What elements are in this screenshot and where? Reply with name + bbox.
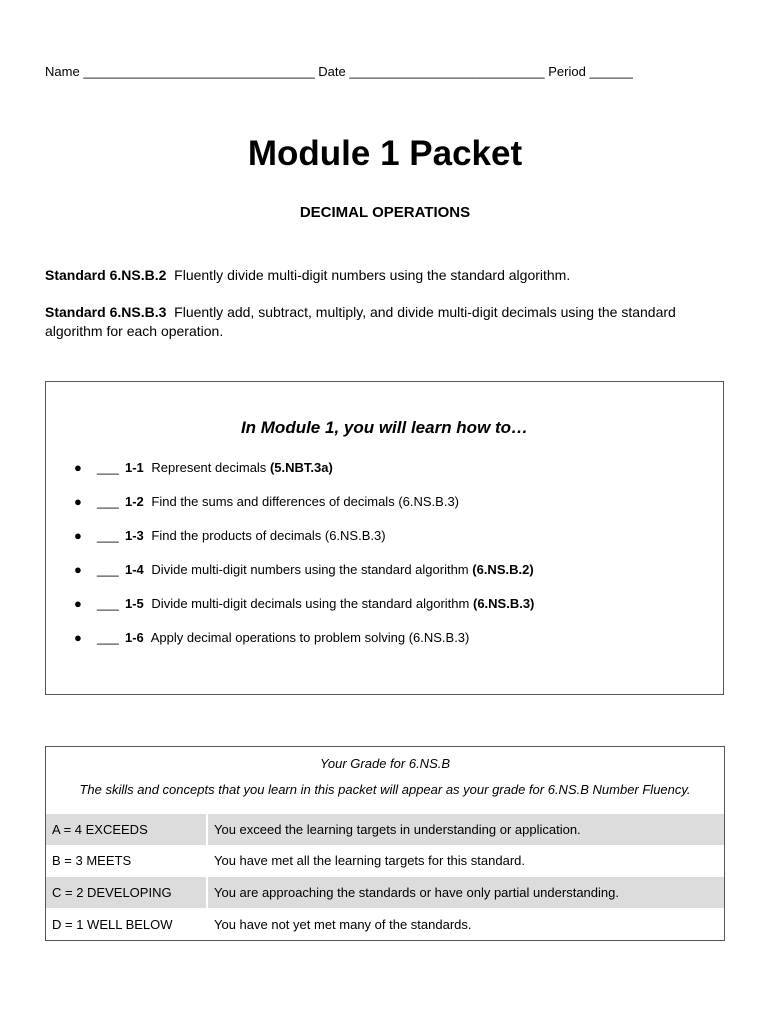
lesson-code: 1-4 [125,562,144,577]
grade-meaning: You exceed the learning targets in understanding or application. [214,822,581,837]
learning-target-item [74,460,333,480]
student-info-line [45,64,725,79]
standard-text: Fluently add, subtract, multiply, and divide multi-digit decimals using the standard algorithm for each operation. [45,304,676,339]
learning-target-item [74,528,386,548]
bullet-icon: ● [74,460,82,475]
bullet-icon: ● [74,596,82,611]
lesson-standard: (6.NS.B.3) [472,596,535,611]
lesson-text: Divide multi-digit numbers using the standard algorithm [151,562,469,577]
period-label: Period [548,64,586,79]
check-blank: ___ [97,596,119,611]
bullet-icon: ● [74,528,82,543]
learning-target-item [74,562,534,582]
lesson-standard: (6.NS.B.2) [472,562,534,577]
grade-meaning: You have not yet met many of the standards. [214,917,472,932]
grade-level: B = 3 MEETS [46,845,208,876]
lesson-standard: (6.NS.B.3) [324,528,386,543]
bullet-icon: ● [74,562,82,577]
grade-row [46,845,724,876]
page-title: Module 1 Packet [247,134,523,173]
name-label: Name [45,64,80,79]
grade-row [46,909,724,940]
lesson-standard: (6.NS.B.3) [398,494,460,509]
standard-code: Standard 6.NS.B.3 [45,304,167,320]
standard-text: Fluently divide multi-digit numbers using the standard algorithm. [174,267,571,283]
period-blank: ______ [589,64,633,79]
grade-row [46,814,724,845]
grade-level: C = 2 DEVELOPING [46,877,208,908]
bullet-icon: ● [74,494,82,509]
lesson-code: 1-3 [125,528,144,543]
lesson-standard: (5.NBT.3a) [269,460,333,475]
lesson-text: Divide multi-digit decimals using the standard algorithm [151,596,470,611]
grade-title: Your Grade for 6.NS.B [319,756,451,771]
learning-targets-heading: In Module 1, you will learn how to… [240,418,529,437]
lesson-code: 1-1 [125,460,144,475]
grade-meaning: You are approaching the standards or have only partial understanding. [214,885,619,900]
learning-targets-box [45,381,724,695]
lesson-text: Represent decimals [151,460,267,475]
check-blank: ___ [97,562,119,577]
lesson-code: 1-2 [125,494,144,509]
check-blank: ___ [97,528,119,543]
standard-6-ns-b-3 [45,303,685,341]
grading-scale-table [45,746,725,941]
check-blank: ___ [97,630,119,645]
grade-description: The skills and concepts that you learn in this packet will appear as your grade for 6.NS.B Number Fluency. [79,782,691,797]
lesson-code: 1-6 [125,630,144,645]
check-blank: ___ [97,460,119,475]
date-blank: ___________________________ [349,64,545,79]
page-subtitle: DECIMAL OPERATIONS [299,204,471,221]
lesson-text: Find the sums and differences of decimals [151,494,395,509]
grade-level: D = 1 WELL BELOW [46,909,208,940]
grade-meaning: You have met all the learning targets for this standard. [214,853,525,868]
date-label: Date [318,64,346,79]
lesson-standard: (6.NS.B.3) [408,630,470,645]
check-blank: ___ [97,494,119,509]
learning-target-item [74,494,459,514]
bullet-icon: ● [74,630,82,645]
standard-code: Standard 6.NS.B.2 [45,267,167,283]
lesson-text: Apply decimal operations to problem solving [150,630,406,645]
name-blank: ________________________________ [83,64,315,79]
standard-6-ns-b-2 [45,266,685,285]
learning-target-item [74,596,534,616]
grade-level: A = 4 EXCEEDS [46,814,208,845]
grade-row [46,877,724,908]
learning-target-item [74,630,469,650]
lesson-code: 1-5 [125,596,144,611]
lesson-text: Find the products of decimals [151,528,322,543]
